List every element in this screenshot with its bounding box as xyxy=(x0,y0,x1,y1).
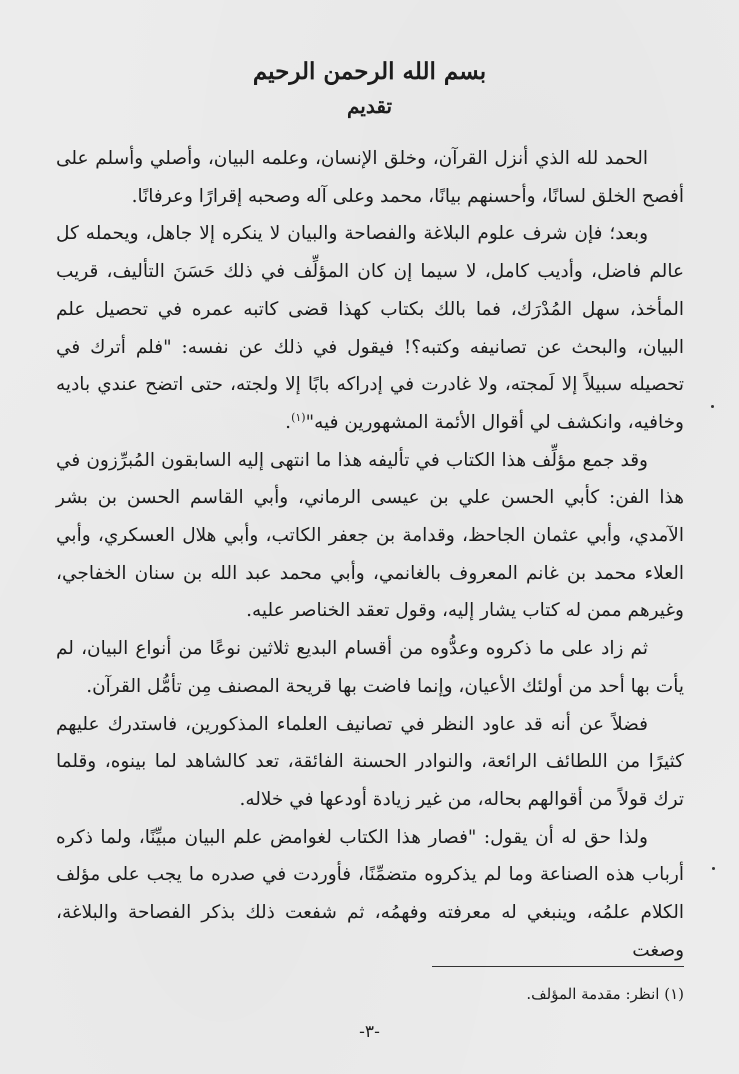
paragraph-opening xyxy=(56,140,684,215)
scan-speck xyxy=(712,867,715,870)
paragraph-review xyxy=(56,706,684,819)
footnote: (١) انظر: مقدمة المؤلف. xyxy=(526,985,684,1003)
footnote-separator xyxy=(432,966,684,967)
paragraph-text: وبعد؛ فإن شرف علوم البلاغة والفصاحة والبيان لا ينكره إلا جاهل، ويحمله كل عالم فاضل، وأديب كامل، لا سيما إن كان المؤلِّف في ذلك حَسَنَ التأليف، قريب المأخذ، سهل المُدْرَك، فما بالك بكتاب كهذا قضى كاتبه عمره في تحصيل علم البيان، والبحث عن تصانيفه وكتبه؟! فيقول في ذلك عن نفسه: "فلم أترك في تحصيله سبيلاً إلا لَمجته، ولا غادرت في إدراكه بابًا إلا ولجته، حتى اتضح عندي باديه وخافيه، وانكشف لي أقوال الأئمة المشهورين فيه" xyxy=(56,223,684,433)
paragraph-text: الحمد لله الذي أنزل القرآن، وخلق الإنسان، وعلمه البيان، وأصلي وأسلم على أفصح الخلق لسانًا، وأحسنهم بيانًا، محمد وعلى آله وصحبه إقرارًا وعرفانًا. xyxy=(56,148,684,207)
section-heading: تقديم xyxy=(346,94,393,118)
paragraph-text: وقد جمع مؤلِّف هذا الكتاب في تأليفه هذا ما انتهى إليه السابقون المُبرِّزون في هذا الفن: كأبي الحسن علي بن عيسى الرماني، وأبي القاسم الحسن بن بشر الآمدي، وأبي عثمان الجاحظ، وقدامة بن جعفر الكاتب، وأبي هلال العسكري، وأبي العلاء محمد بن غانم المعروف بالغانمي، وأبي محمد عبد الله بن سنان الخفاجي، وغيرهم ممن له كتاب يشار إليه، وقول تعقد الخناصر عليه. xyxy=(56,449,684,622)
paragraph-text: فضلاً عن أنه قد عاود النظر في تصانيف العلماء المذكورين، فاستدرك عليهم كثيرًا من اللطائف الرائعة، والنوادر الحسنة الفائقة، تعد كالشاهد لما بينوه، وقلما ترك قولاً من أقوالهم بحاله، من غير زيادة أودعها في خلاله. xyxy=(56,713,684,810)
basmala: بسم الله الرحمن الرحيم xyxy=(252,58,487,85)
scan-speck xyxy=(711,405,714,408)
footnote-marker: (١) xyxy=(291,410,306,424)
body-text xyxy=(56,140,684,969)
page-number: -٣- xyxy=(359,1022,380,1042)
paragraph-quote xyxy=(56,819,684,970)
paragraph-sources xyxy=(56,442,684,631)
paragraph-introduction xyxy=(56,215,684,441)
paragraph-text: ولذا حق له أن يقول: "فصار هذا الكتاب لغوامض علم البيان مبيِّنًا، ولما ذكره أرباب هذه الصناعة وما لم يذكروه متضمِّنًا، فأوردت في صدره ما يجب على مؤلف الكلام علمُه، وينبغي له معرفته وفهمُه، ثم شفعت ذلك بذكر الفصاحة والبلاغة، وصغت xyxy=(56,826,684,961)
paragraph-text: ثم زاد على ما ذكروه وعدُّوه من أقسام البديع ثلاثين نوعًا من أنواع البيان، لم يأت بها أحد من أولئك الأعيان، وإنما فاضت بها قريحة المصنف مِن تأمُّل القرآن. xyxy=(56,638,684,697)
paragraph-end-punctuation: . xyxy=(285,411,292,433)
paragraph-additions xyxy=(56,630,684,705)
